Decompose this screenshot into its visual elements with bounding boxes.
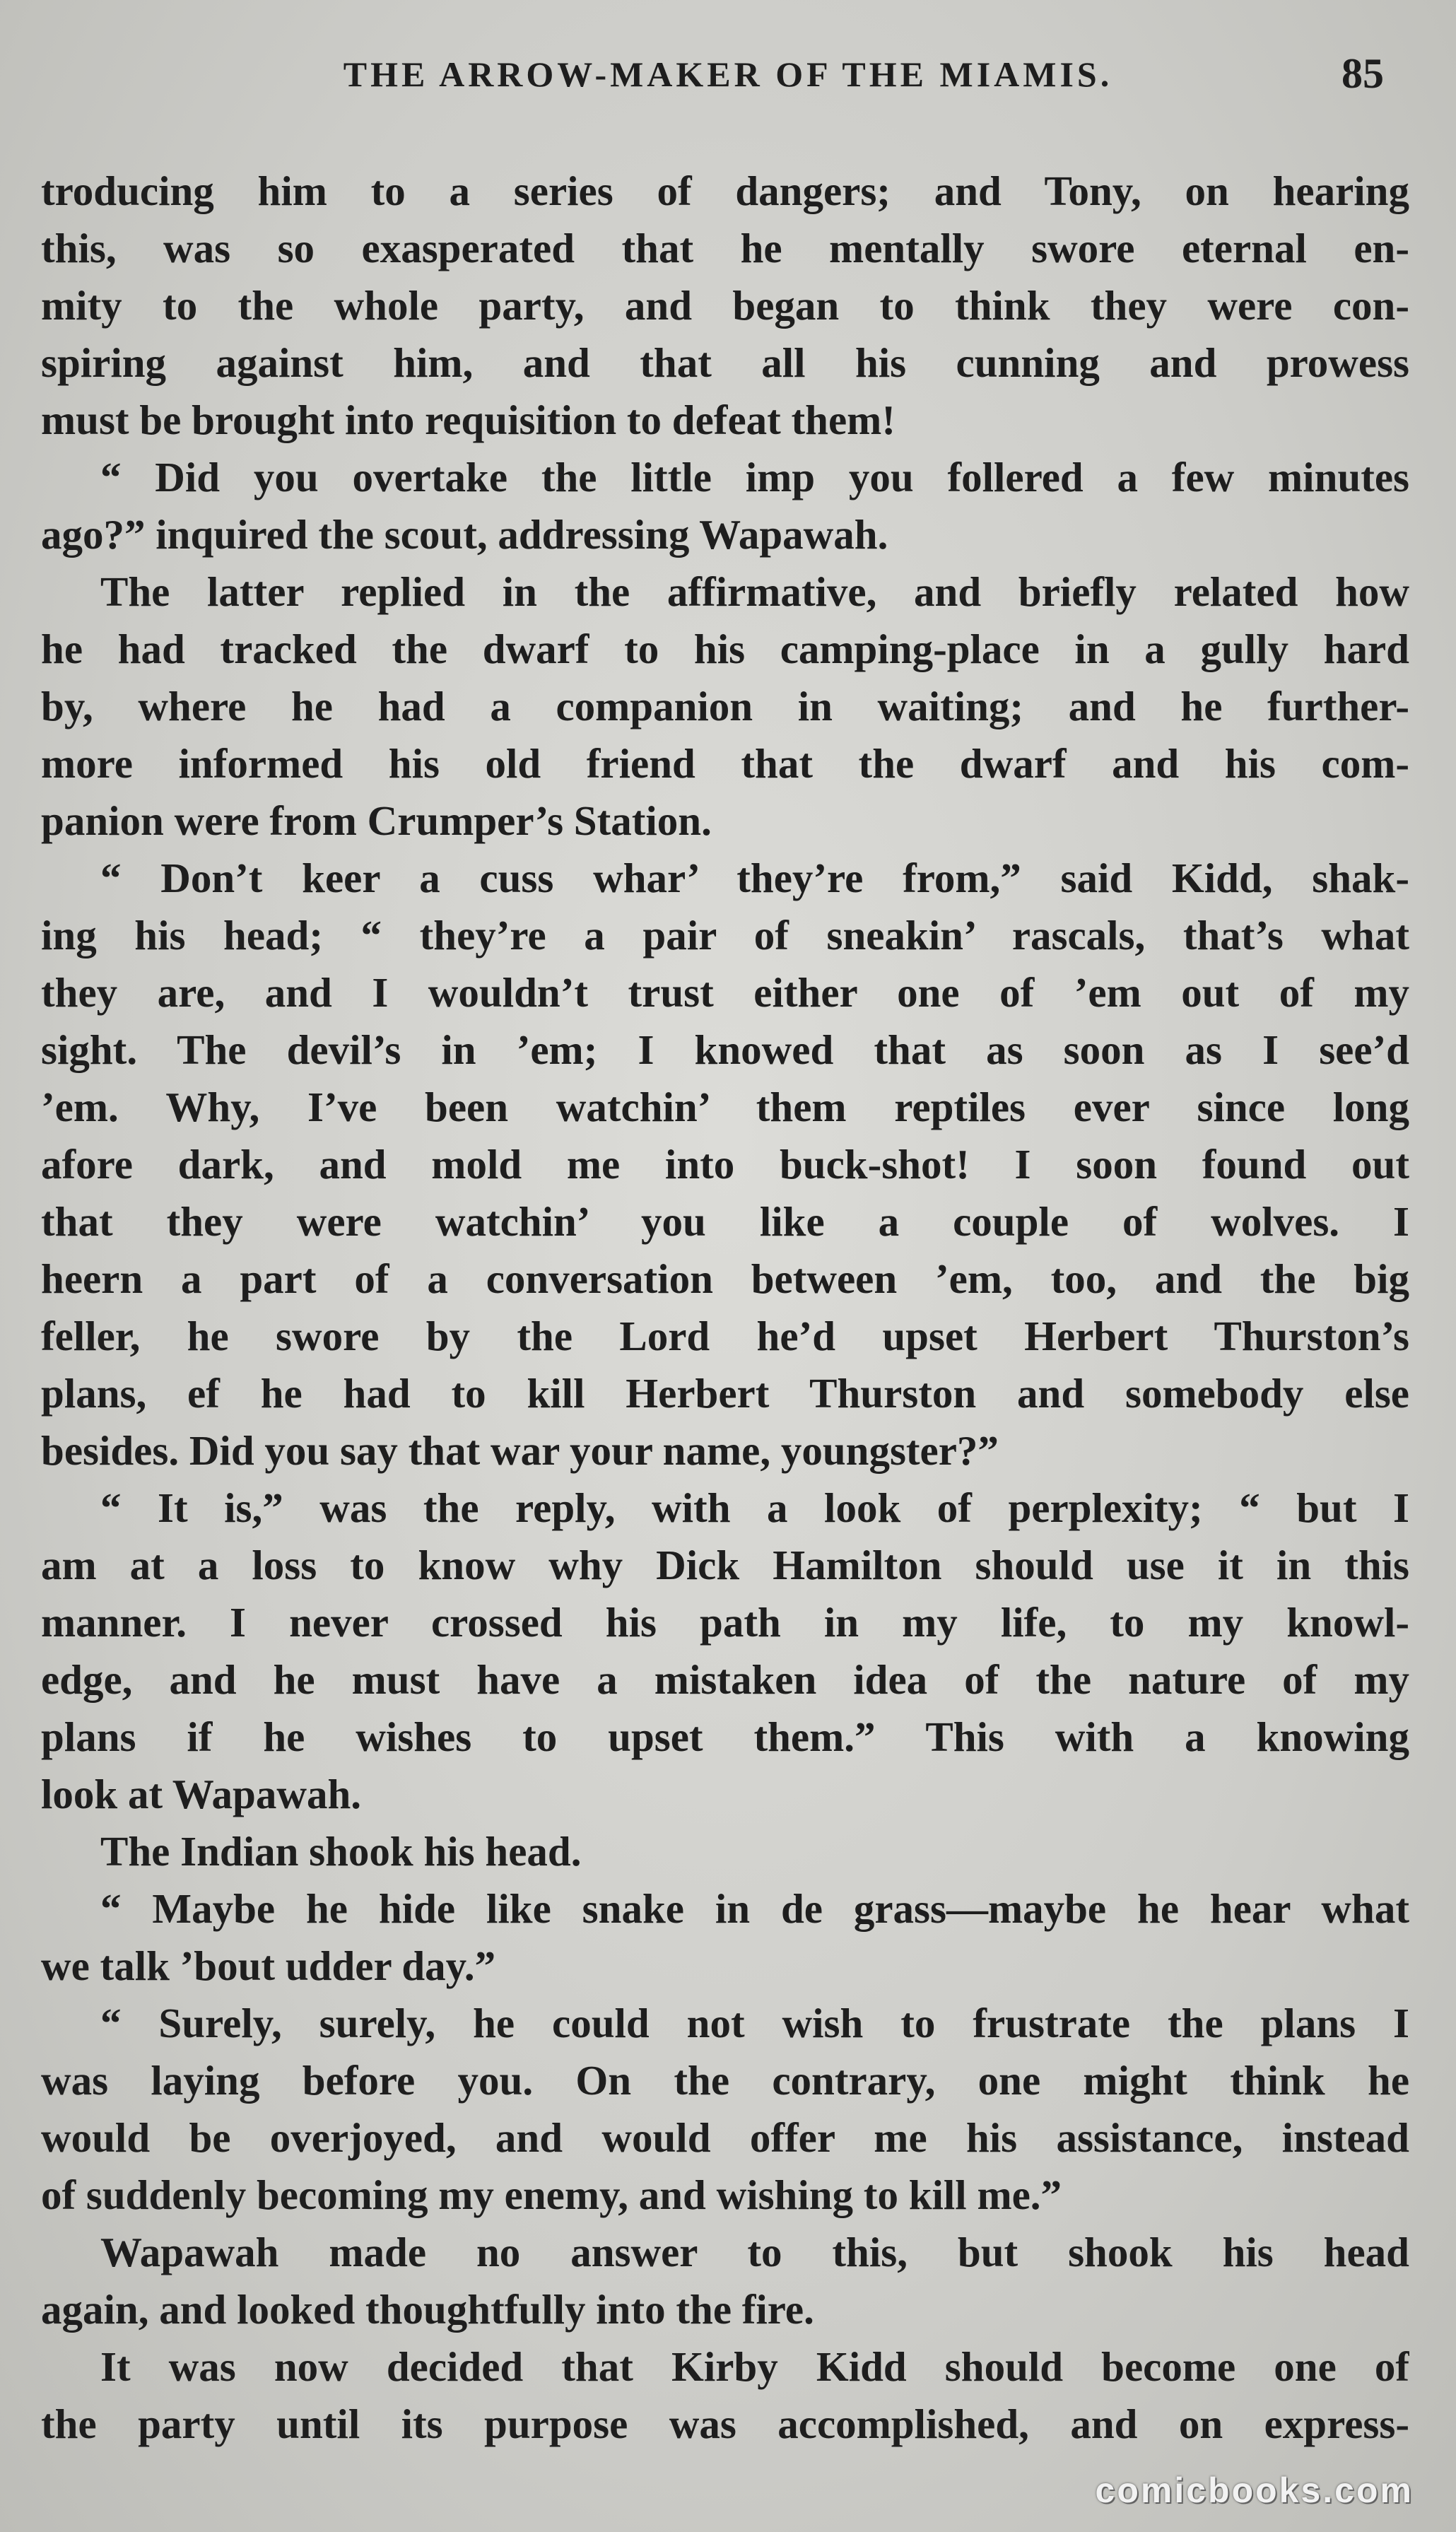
- text-line: that they were watchin’ you like a couple of wolves. I: [41, 1198, 1409, 1245]
- text-line: am at a loss to know why Dick Hamilton should use it in this: [41, 1542, 1409, 1588]
- text-line: Wapawah made no answer to this, but shook his head: [100, 2229, 1409, 2275]
- running-title: THE ARROW-MAKER OF THE MIAMIS.: [343, 54, 1113, 94]
- text-line: must be brought into requisition to defeat them!: [41, 397, 896, 443]
- text-line: “ Did you overtake the little imp you follered a few minutes: [100, 454, 1409, 500]
- text-line: mity to the whole party, and began to think they were con-: [41, 282, 1409, 329]
- page-number: 85: [1341, 50, 1384, 97]
- running-header: [42, 44, 1414, 107]
- text-line: ’em. Why, I’ve been watchin’ them reptiles ever since long: [41, 1084, 1409, 1130]
- text-line: he had tracked the dwarf to his camping-place in a gully hard: [41, 626, 1409, 672]
- body-text: [41, 163, 1409, 2453]
- text-line: manner. I never crossed his path in my life, to my knowl-: [41, 1599, 1409, 1646]
- text-line: of suddenly becoming my enemy, and wishing to kill me.”: [41, 2171, 1062, 2218]
- text-line: feller, he swore by the Lord he’d upset Herbert Thurston’s: [41, 1313, 1409, 1359]
- text-line: more informed his old friend that the dwarf and his com-: [41, 740, 1409, 787]
- watermark: comicbooks.com: [1095, 2471, 1414, 2510]
- text-line: panion were from Crumper’s Station.: [41, 797, 712, 844]
- text-line: again, and looked thoughtfully into the fire.: [41, 2286, 814, 2333]
- text-line: troducing him to a series of dangers; and Tony, on hearing: [41, 168, 1409, 214]
- text-line: The Indian shook his head.: [100, 1828, 582, 1875]
- text-line: afore dark, and mold me into buck-shot! I soon found out: [41, 1141, 1409, 1188]
- text-line: ago?” inquired the scout, addressing Wapawah.: [41, 511, 888, 558]
- text-line: this, was so exasperated that he mentally swore eternal en-: [41, 225, 1409, 271]
- text-line: heern a part of a conversation between ’em, too, and the big: [41, 1255, 1409, 1302]
- text-line: spiring against him, and that all his cunning and prowess: [41, 339, 1409, 386]
- text-line: “ Don’t keer a cuss whar’ they’re from,” said Kidd, shak-: [100, 855, 1409, 901]
- text-line: by, where he had a companion in waiting; and he further-: [41, 683, 1409, 729]
- text-line: “ Maybe he hide like snake in de grass—maybe he hear what: [100, 1885, 1409, 1932]
- text-line: It was now decided that Kirby Kidd should become one of: [100, 2343, 1409, 2390]
- text-line: plans if he wishes to upset them.” This with a knowing: [41, 1713, 1409, 1760]
- text-line: they are, and I wouldn’t trust either one of ’em out of my: [41, 969, 1409, 1016]
- text-line: would be overjoyed, and would offer me his assistance, instead: [41, 2114, 1409, 2161]
- text-line: the party until its purpose was accomplished, and on express-: [41, 2401, 1409, 2447]
- text-line: we talk ’bout udder day.”: [41, 1942, 496, 1989]
- text-line: edge, and he must have a mistaken idea of the nature of my: [41, 1656, 1409, 1703]
- text-line: besides. Did you say that war your name, youngster?”: [41, 1427, 999, 1474]
- text-line: “ Surely, surely, he could not wish to frustrate the plans I: [100, 2000, 1409, 2046]
- text-line: look at Wapawah.: [41, 1771, 362, 1817]
- text-line: “ It is,” was the reply, with a look of perplexity; “ but I: [100, 1484, 1409, 1531]
- text-line: ing his head; “ they’re a pair of sneakin’ rascals, that’s what: [41, 912, 1409, 959]
- text-line: The latter replied in the affirmative, and briefly related how: [100, 568, 1409, 615]
- text-line: plans, ef he had to kill Herbert Thurston and somebody else: [41, 1370, 1409, 1417]
- text-line: was laying before you. On the contrary, one might think he: [41, 2057, 1409, 2104]
- text-line: sight. The devil’s in ’em; I knowed that as soon as I see’d: [41, 1026, 1409, 1073]
